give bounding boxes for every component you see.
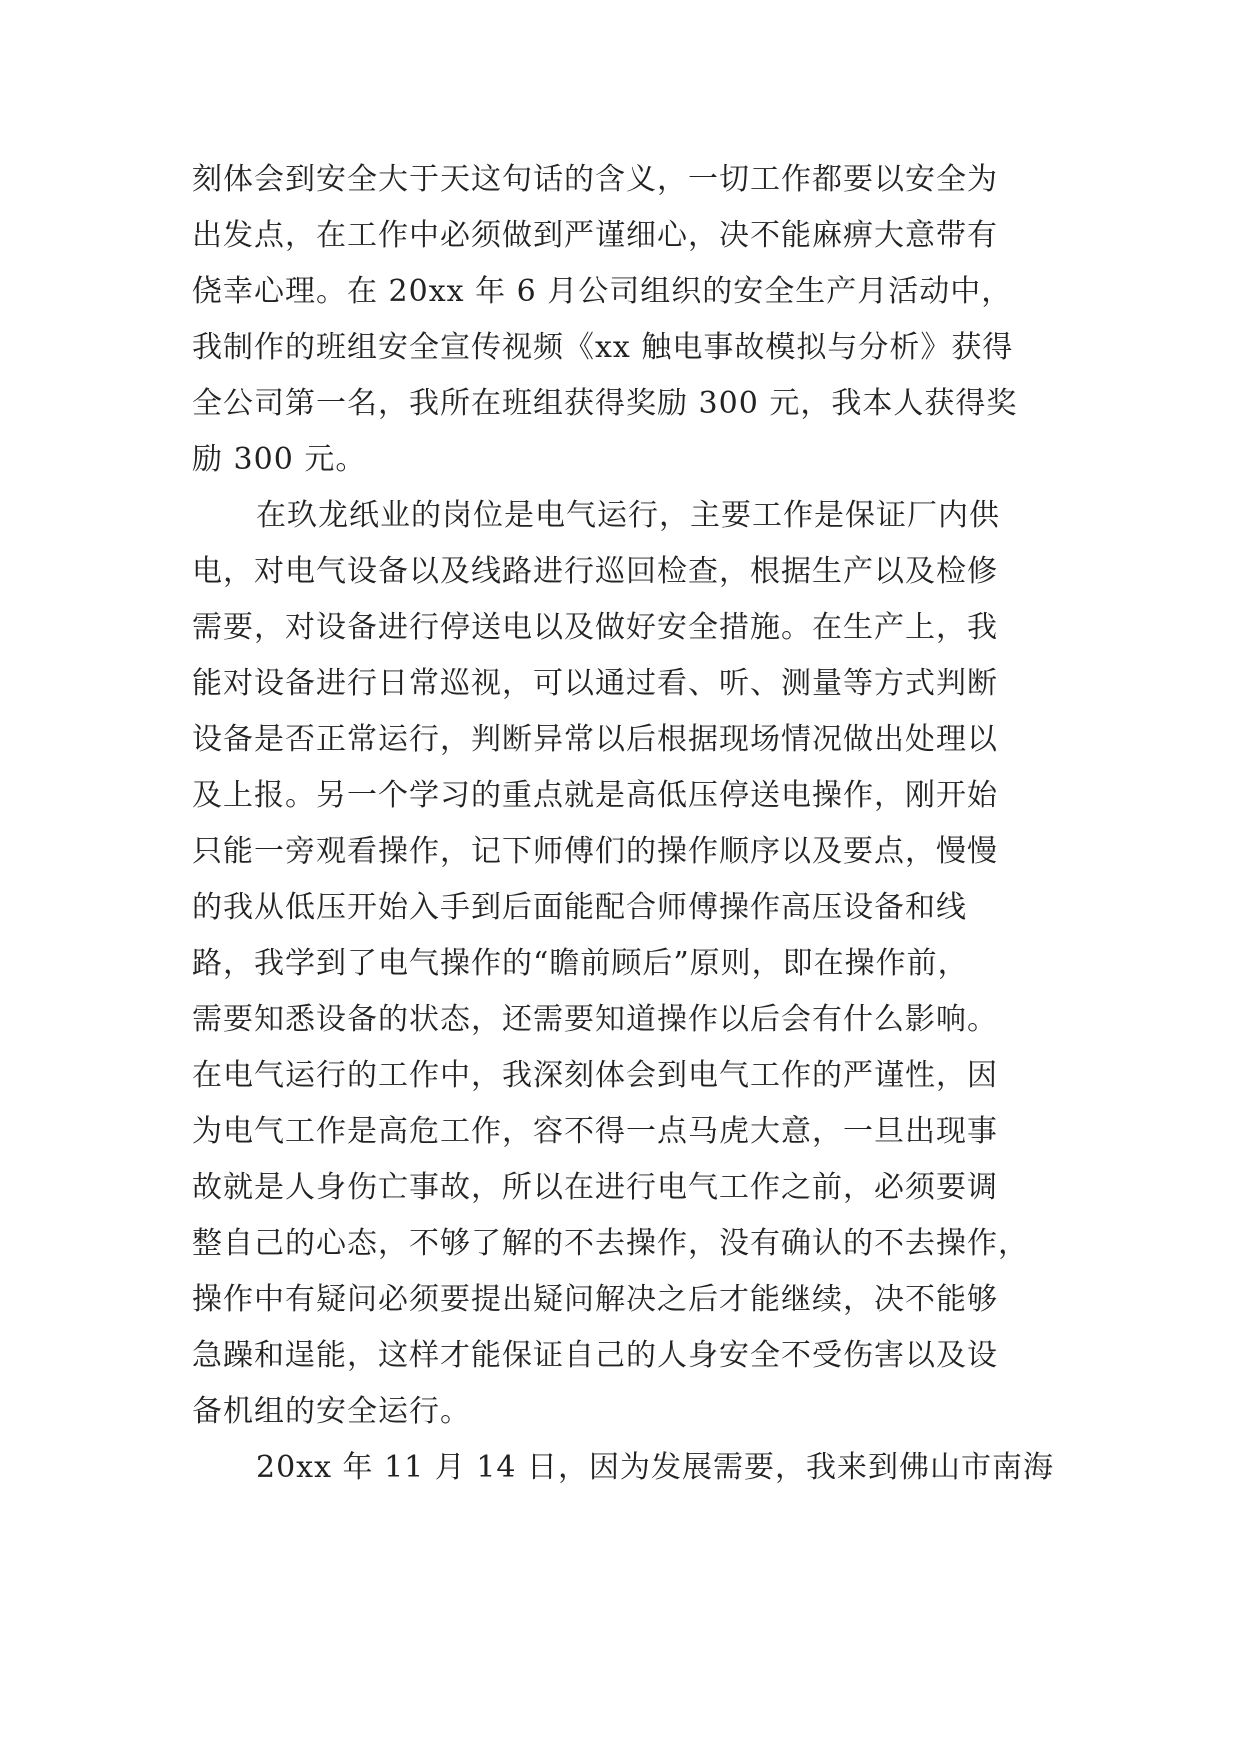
text-line: 侥幸心理。在 20xx 年 6 月公司组织的安全生产月活动中， — [192, 274, 1013, 309]
text-line: 为电气工作是高危工作，容不得一点马虎大意，一旦出现事 — [192, 1114, 998, 1149]
text-line: 急躁和逞能，这样才能保证自己的人身安全不受伤害以及设 — [192, 1338, 998, 1373]
text-line: 的我从低压开始入手到后面能配合师傅操作高压设备和线 — [192, 890, 967, 925]
text-line: 需要，对设备进行停送电以及做好安全措施。在生产上，我 — [192, 610, 998, 645]
text-line: 出发点，在工作中必须做到严谨细心，决不能麻痹大意带有 — [192, 218, 998, 253]
text-line: 励 300 元。 — [192, 442, 367, 477]
text-line: 电，对电气设备以及线路进行巡回检查，根据生产以及检修 — [192, 554, 998, 589]
text-line: 及上报。另一个学习的重点就是高低压停送电操作，刚开始 — [192, 778, 998, 813]
text-line: 故就是人身伤亡事故，所以在进行电气工作之前，必须要调 — [192, 1170, 998, 1205]
paragraph-safety-award — [192, 152, 1052, 488]
text-line: 操作中有疑问必须要提出疑问解决之后才能继续，决不能够 — [192, 1282, 998, 1317]
text-line: 整自己的心态，不够了解的不去操作，没有确认的不去操作， — [192, 1226, 1029, 1261]
text-line: 全公司第一名，我所在班组获得奖励 300 元，我本人获得奖 — [192, 386, 1018, 421]
text-line: 在电气运行的工作中，我深刻体会到电气工作的严谨性，因 — [192, 1058, 998, 1093]
document-body — [192, 152, 1055, 1496]
paragraph-electrical-operation — [192, 488, 1052, 1440]
paragraph-new-post — [192, 1440, 1055, 1496]
text-line: 我制作的班组安全宣传视频《xx 触电事故模拟与分析》获得 — [192, 330, 1014, 365]
text-line: 能对设备进行日常巡视，可以通过看、听、测量等方式判断 — [192, 666, 998, 701]
text-line: 需要知悉设备的状态，还需要知道操作以后会有什么影响。 — [192, 1002, 998, 1037]
text-line: 只能一旁观看操作，记下师傅们的操作顺序以及要点，慢慢 — [192, 834, 998, 869]
text-line: 20xx 年 11 月 14 日，因为发展需要，我来到佛山市南海 — [256, 1450, 1055, 1485]
text-line: 刻体会到安全大于天这句话的含义，一切工作都要以安全为 — [192, 162, 998, 197]
text-line: 备机组的安全运行。 — [192, 1394, 471, 1429]
text-line: 路，我学到了电气操作的“瞻前顾后”原则，即在操作前， — [192, 946, 969, 981]
text-line: 在玖龙纸业的岗位是电气运行，主要工作是保证厂内供 — [256, 498, 1000, 533]
text-line: 设备是否正常运行，判断异常以后根据现场情况做出处理以 — [192, 722, 998, 757]
